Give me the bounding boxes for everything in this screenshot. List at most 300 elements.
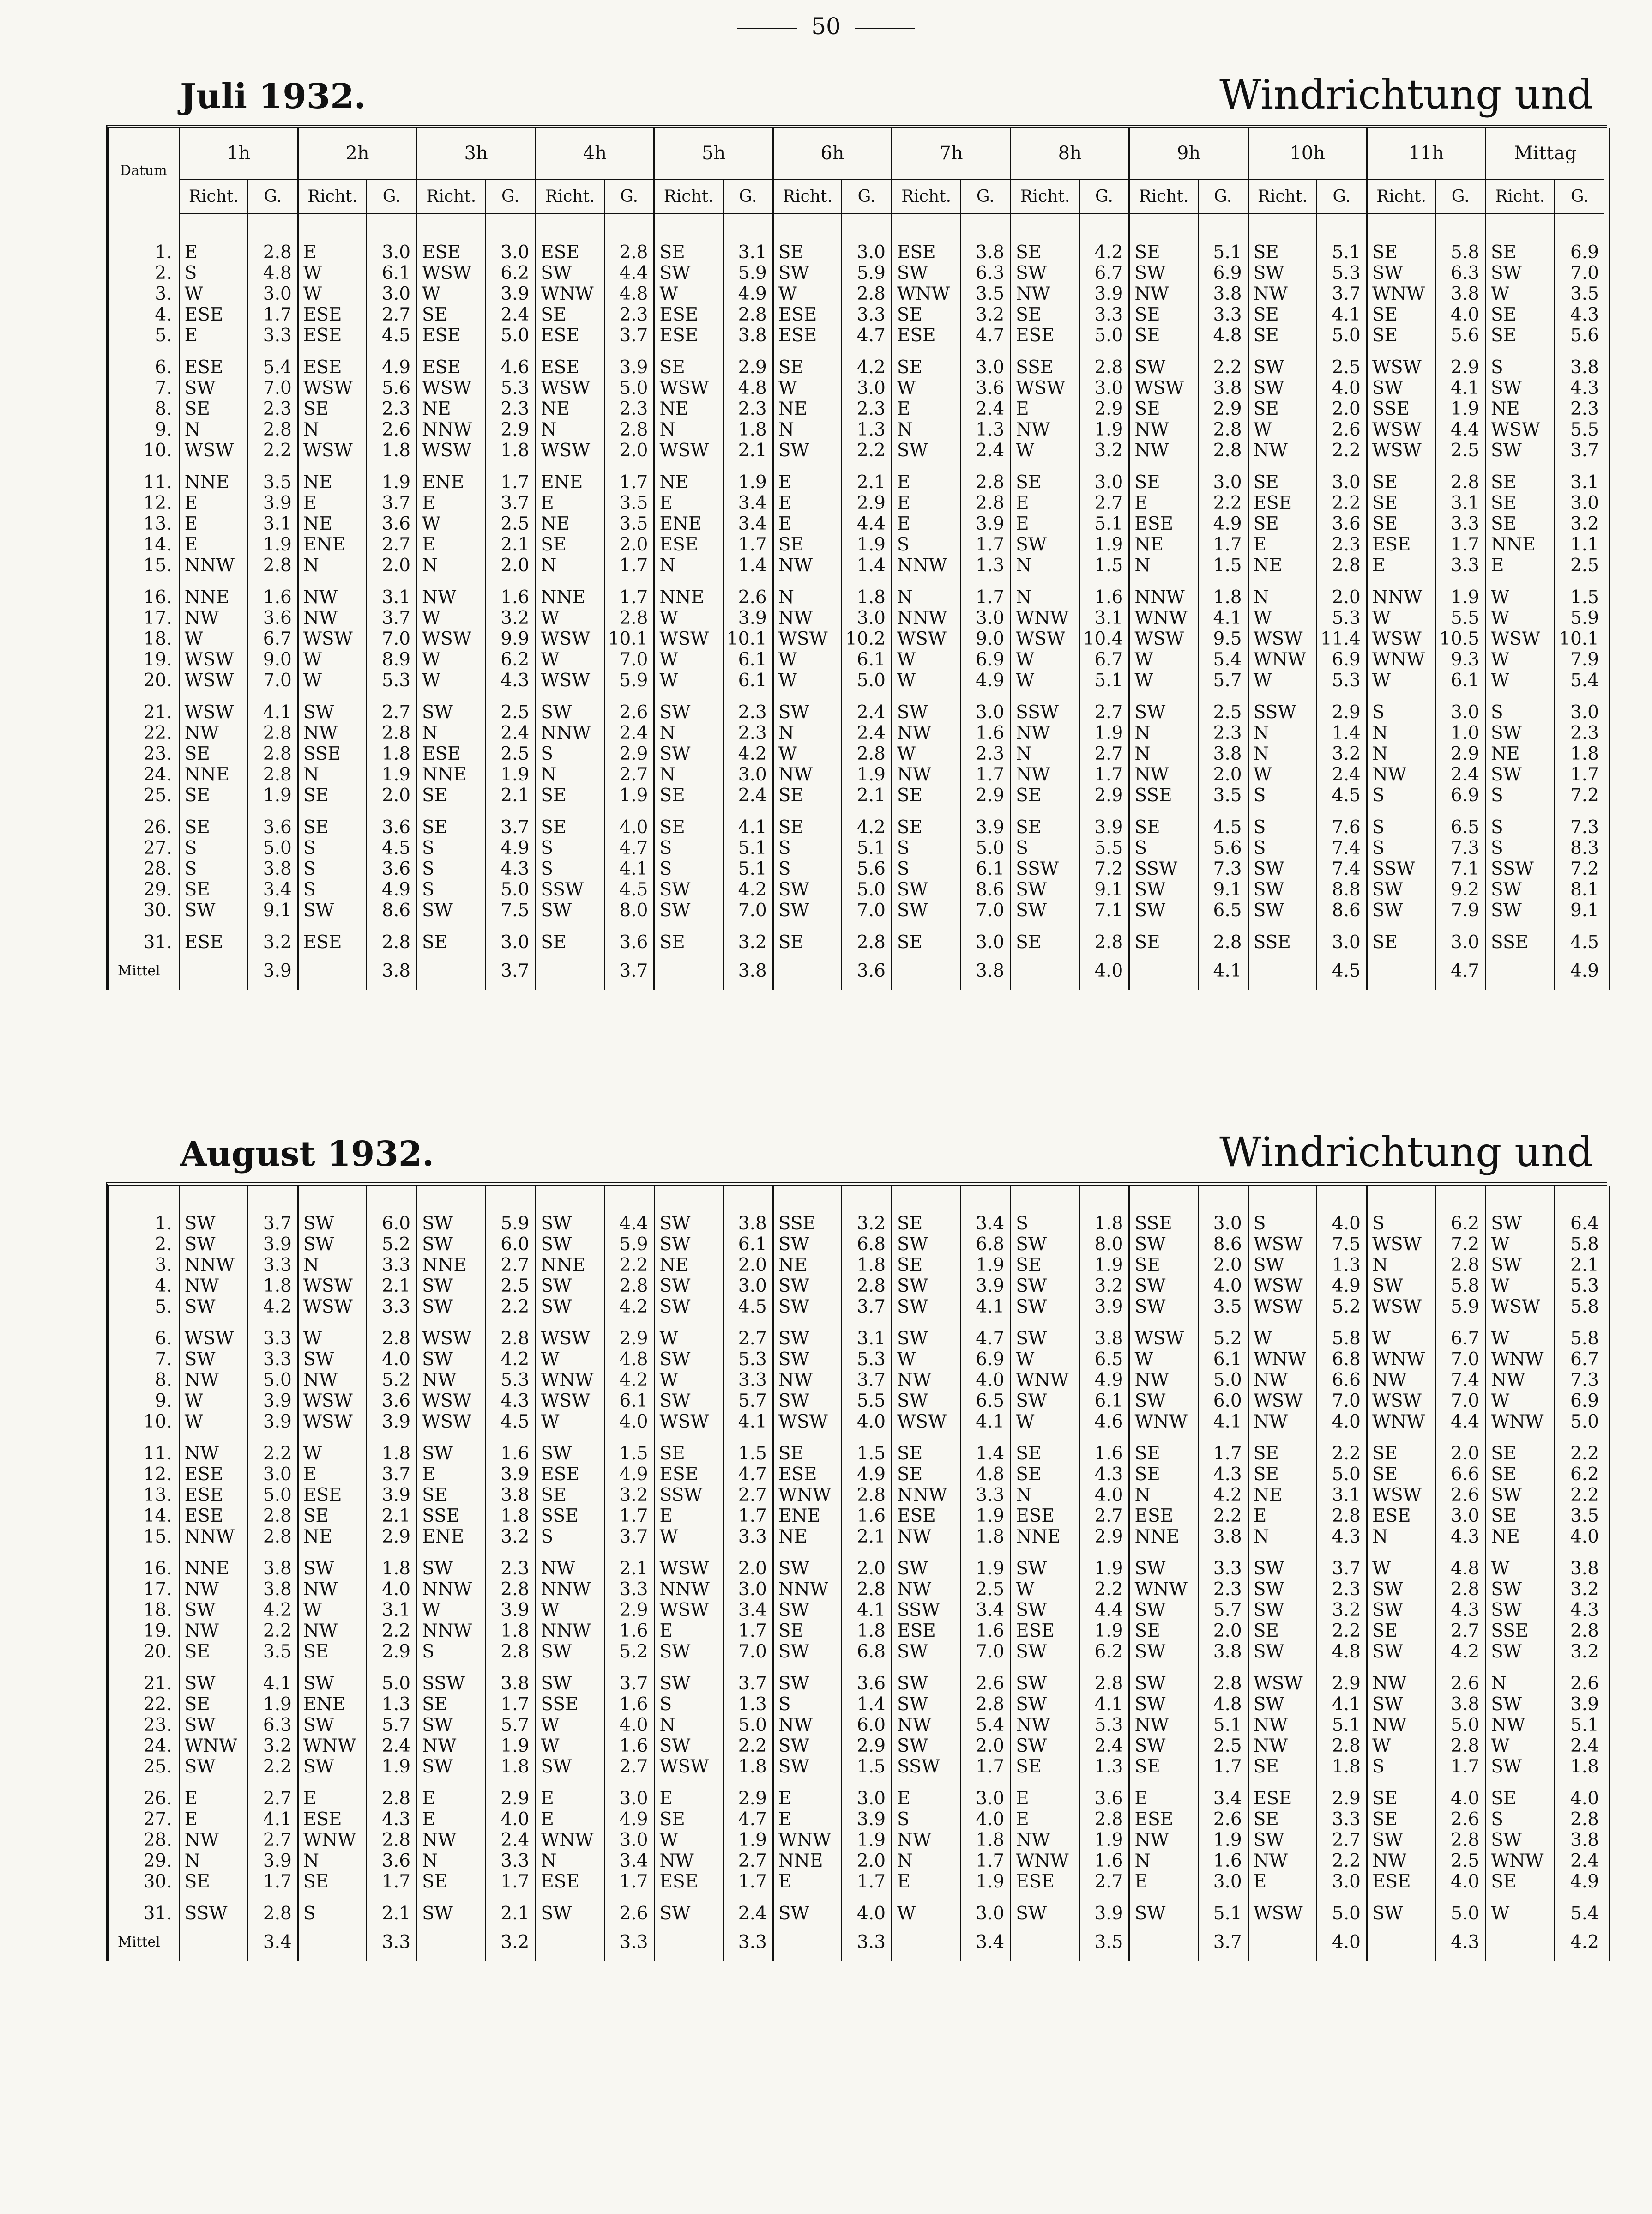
speed-cell: 4.9 <box>604 1809 654 1830</box>
direction-cell: SW <box>773 1349 842 1370</box>
speed-cell: 2.3 <box>1317 1579 1367 1600</box>
speed-cell: 4.3 <box>1435 1526 1485 1547</box>
speed-cell: 9.2 <box>1435 879 1485 900</box>
speed-cell: 2.8 <box>1317 1506 1367 1526</box>
direction-cell: NNE <box>654 587 723 608</box>
direction-cell: WSW <box>654 440 723 461</box>
speed-cell: 6.7 <box>248 629 298 649</box>
speed-cell: 6.3 <box>1435 263 1485 284</box>
table-row <box>109 1213 1604 1234</box>
speed-cell: 4.2 <box>842 357 892 378</box>
direction-cell: SW <box>892 1736 961 1756</box>
direction-cell: SW <box>179 1673 248 1694</box>
speed-cell: 2.3 <box>486 1558 536 1579</box>
speed-cell: 4.5 <box>604 879 654 900</box>
direction-cell: ESE <box>179 1485 248 1506</box>
direction-cell: E <box>1367 555 1435 576</box>
speed-cell: 2.8 <box>486 1328 536 1349</box>
direction-cell: WSW <box>1248 1391 1317 1411</box>
direction-cell: NW <box>1129 1830 1198 1851</box>
direction-cell: W <box>1486 587 1555 608</box>
direction-cell: NE <box>1486 399 1555 419</box>
speed-cell: 5.9 <box>486 1213 536 1234</box>
speed-cell: 2.1 <box>723 440 773 461</box>
speed-cell: 4.0 <box>1555 1788 1604 1809</box>
speed-cell: 2.8 <box>604 419 654 440</box>
mittel-blank <box>536 1924 604 1961</box>
speed-cell: 1.7 <box>1079 764 1129 785</box>
day-cell: 26. <box>143 817 172 838</box>
direction-cell: SE <box>179 817 248 838</box>
direction-cell: ESE <box>1011 325 1079 346</box>
direction-cell: N <box>536 1851 604 1871</box>
direction-cell: SW <box>1248 1579 1317 1600</box>
g-header: G. <box>486 179 536 214</box>
direction-cell: E <box>654 1621 723 1641</box>
g-header: G. <box>960 179 1010 214</box>
speed-cell: 2.7 <box>1435 1621 1485 1641</box>
speed-cell: 6.2 <box>1435 1213 1485 1234</box>
direction-cell: E <box>298 1464 367 1485</box>
speed-cell: 1.8 <box>367 1443 416 1464</box>
direction-cell: NW <box>179 1443 248 1464</box>
day-cell: 4. <box>155 304 172 325</box>
speed-cell: 7.4 <box>1435 1370 1485 1391</box>
table-row <box>109 1600 1604 1621</box>
direction-cell: SE <box>892 1464 961 1485</box>
direction-cell: SE <box>536 785 604 806</box>
speed-cell: 2.0 <box>723 1558 773 1579</box>
speed-cell: 5.2 <box>367 1234 416 1255</box>
mittel-blank <box>654 953 723 990</box>
direction-cell: N <box>654 419 723 440</box>
speed-cell: 3.3 <box>1435 555 1485 576</box>
speed-cell: 1.7 <box>1198 1443 1248 1464</box>
speed-cell: 1.6 <box>486 1443 536 1464</box>
speed-cell: 2.4 <box>367 1736 416 1756</box>
direction-cell: NW <box>1486 1715 1555 1736</box>
table-row <box>109 1296 1604 1317</box>
direction-cell: NNE <box>417 1255 486 1276</box>
speed-cell: 5.1 <box>1198 1903 1248 1924</box>
direction-cell: E <box>179 514 248 534</box>
speed-cell: 5.5 <box>1555 419 1604 440</box>
direction-cell: W <box>1011 1411 1079 1432</box>
speed-cell: 6.9 <box>961 1349 1011 1370</box>
direction-cell: W <box>1248 419 1317 440</box>
speed-cell: 1.7 <box>961 1756 1011 1777</box>
speed-cell: 2.4 <box>486 1830 536 1851</box>
direction-cell: ESE <box>417 744 486 764</box>
speed-cell: 2.8 <box>1555 1621 1604 1641</box>
speed-cell: 1.7 <box>604 472 654 493</box>
direction-cell: SE <box>1486 1443 1555 1464</box>
mittel-value: 4.7 <box>1435 953 1485 990</box>
hour-header: 10h <box>1248 128 1367 179</box>
direction-cell: NW <box>1129 440 1198 461</box>
speed-cell: 2.7 <box>1079 493 1129 514</box>
direction-cell: NW <box>1011 764 1079 785</box>
direction-cell: W <box>536 608 604 629</box>
direction-cell: W <box>1486 649 1555 670</box>
direction-cell: WSW <box>298 629 367 649</box>
speed-cell: 1.6 <box>961 1621 1011 1641</box>
mittel-row <box>109 953 1604 990</box>
speed-cell: 1.9 <box>486 1736 536 1756</box>
speed-cell: 4.7 <box>960 325 1010 346</box>
speed-cell: 4.2 <box>248 1600 298 1621</box>
speed-cell: 3.8 <box>248 1579 298 1600</box>
speed-cell: 2.8 <box>1198 440 1248 461</box>
speed-cell: 2.8 <box>248 1903 298 1924</box>
direction-cell: SE <box>892 1255 961 1276</box>
speed-cell: 3.5 <box>248 472 298 493</box>
direction-cell: SW <box>773 1328 842 1349</box>
direction-cell: WNW <box>1486 1851 1555 1871</box>
speed-cell: 2.8 <box>960 472 1010 493</box>
speed-cell: 1.9 <box>961 1255 1011 1276</box>
direction-cell: SSE <box>1486 1621 1555 1641</box>
speed-cell: 8.0 <box>1079 1234 1129 1255</box>
table-row <box>109 1411 1604 1432</box>
day-cell: 3. <box>155 284 172 304</box>
day-cell: 16. <box>143 1558 172 1579</box>
speed-cell: 2.3 <box>604 399 654 419</box>
direction-cell: W <box>298 649 367 670</box>
direction-cell: SSW <box>1011 702 1079 723</box>
direction-cell: W <box>1248 670 1317 691</box>
direction-cell: SW <box>892 1328 961 1349</box>
direction-cell: W <box>1248 764 1317 785</box>
direction-cell: SE <box>1011 817 1079 838</box>
direction-cell: S <box>1486 357 1555 378</box>
table-row <box>109 1736 1604 1756</box>
direction-cell: W <box>1486 608 1555 629</box>
speed-cell: 3.9 <box>248 1851 298 1871</box>
speed-cell: 7.0 <box>248 670 298 691</box>
speed-cell: 3.5 <box>1555 284 1604 304</box>
direction-cell: SW <box>1248 263 1317 284</box>
speed-cell: 1.7 <box>1435 534 1485 555</box>
speed-cell: 2.6 <box>1435 1809 1485 1830</box>
speed-cell: 2.8 <box>1435 1255 1485 1276</box>
direction-cell: NE <box>654 399 723 419</box>
speed-cell: 3.9 <box>486 1600 536 1621</box>
direction-cell: E <box>417 1788 486 1809</box>
direction-cell: E <box>179 1788 248 1809</box>
speed-cell: 4.8 <box>1435 1558 1485 1579</box>
direction-cell: E <box>417 1809 486 1830</box>
direction-cell: W <box>1367 1736 1435 1756</box>
page-number: 50 <box>0 13 1652 40</box>
direction-cell: SW <box>417 1443 486 1464</box>
direction-cell: SE <box>298 1506 367 1526</box>
speed-cell: 4.0 <box>1435 1788 1485 1809</box>
table-row <box>109 764 1604 785</box>
direction-cell: W <box>1486 670 1555 691</box>
day-cell: 15. <box>143 1526 172 1547</box>
speed-cell: 1.6 <box>248 587 298 608</box>
speed-cell: 3.7 <box>367 608 416 629</box>
direction-cell: N <box>1367 744 1435 764</box>
direction-cell: SE <box>773 242 842 263</box>
direction-cell: E <box>1248 534 1317 555</box>
direction-cell: SW <box>654 263 723 284</box>
speed-cell: 4.0 <box>1317 1411 1367 1432</box>
speed-cell: 4.7 <box>842 325 892 346</box>
speed-cell: 3.2 <box>1079 1276 1129 1296</box>
direction-cell: S <box>1486 702 1555 723</box>
speed-cell: 1.9 <box>1079 1558 1129 1579</box>
day-cell: 7. <box>155 378 172 399</box>
direction-cell: NW <box>1248 1370 1317 1391</box>
direction-cell: E <box>179 493 248 514</box>
direction-cell: W <box>179 284 248 304</box>
speed-cell: 4.0 <box>961 1370 1011 1391</box>
table-row <box>109 1276 1604 1296</box>
speed-cell: 2.4 <box>604 723 654 744</box>
direction-cell: SW <box>1486 1600 1555 1621</box>
speed-cell: 5.1 <box>1555 1715 1604 1736</box>
speed-cell: 4.3 <box>1198 1464 1248 1485</box>
speed-cell: 2.8 <box>1198 419 1248 440</box>
direction-cell: SW <box>298 900 367 921</box>
speed-cell: 5.3 <box>367 670 416 691</box>
direction-cell: NW <box>179 1276 248 1296</box>
speed-cell: 5.4 <box>1198 649 1248 670</box>
direction-cell: N <box>1129 555 1198 576</box>
direction-cell: W <box>773 284 842 304</box>
speed-cell: 7.0 <box>1435 1391 1485 1411</box>
speed-cell: 1.6 <box>604 1736 654 1756</box>
direction-cell: W <box>1486 1234 1555 1255</box>
direction-cell: N <box>417 555 486 576</box>
speed-cell: 4.0 <box>1079 1485 1129 1506</box>
speed-cell: 2.8 <box>248 764 298 785</box>
speed-cell: 6.7 <box>1079 649 1129 670</box>
direction-cell: ESE <box>298 1809 367 1830</box>
speed-cell: 3.3 <box>1198 1558 1248 1579</box>
speed-cell: 2.6 <box>604 702 654 723</box>
mittel-value: 3.9 <box>248 953 298 990</box>
speed-cell: 5.6 <box>367 378 416 399</box>
direction-cell: S <box>773 1694 842 1715</box>
direction-cell: SE <box>1129 304 1198 325</box>
direction-cell: ESE <box>298 357 367 378</box>
direction-cell: SE <box>1129 1756 1198 1777</box>
speed-cell: 2.4 <box>842 723 892 744</box>
speed-cell: 3.9 <box>486 1464 536 1485</box>
speed-cell: 4.9 <box>960 670 1010 691</box>
speed-cell: 1.7 <box>604 1871 654 1892</box>
direction-cell: WSW <box>536 670 604 691</box>
speed-cell: 2.0 <box>486 555 536 576</box>
speed-cell: 5.8 <box>1555 1296 1604 1317</box>
speed-cell: 5.2 <box>367 1370 416 1391</box>
direction-cell: WSW <box>536 440 604 461</box>
direction-cell: SE <box>892 357 960 378</box>
day-cell: 19. <box>143 1621 172 1641</box>
speed-cell: 2.8 <box>367 1788 416 1809</box>
speed-cell: 4.1 <box>1435 378 1485 399</box>
speed-cell: 5.3 <box>1555 1276 1604 1296</box>
direction-cell: NW <box>298 1621 367 1641</box>
direction-cell: WNW <box>773 1485 842 1506</box>
speed-cell: 1.5 <box>1555 587 1604 608</box>
direction-cell: W <box>1011 670 1079 691</box>
mittel-blank <box>1367 953 1435 990</box>
speed-cell: 1.3 <box>367 1694 416 1715</box>
speed-cell: 2.3 <box>1555 723 1604 744</box>
direction-cell: E <box>773 1871 842 1892</box>
speed-cell: 3.0 <box>1198 1213 1248 1234</box>
direction-cell: E <box>298 493 367 514</box>
direction-cell: WSW <box>1129 629 1198 649</box>
direction-cell: W <box>1367 1558 1435 1579</box>
table-row <box>109 1234 1604 1255</box>
day-cell: 18. <box>143 629 172 649</box>
speed-cell: 1.9 <box>367 472 416 493</box>
table-row <box>109 900 1604 921</box>
direction-cell: SE <box>536 534 604 555</box>
direction-cell: SW <box>1367 1276 1435 1296</box>
direction-cell: ESE <box>654 534 723 555</box>
direction-cell: SE <box>1011 242 1079 263</box>
day-cell: 9. <box>155 419 172 440</box>
direction-cell: SE <box>892 785 960 806</box>
speed-cell: 6.8 <box>1317 1349 1367 1370</box>
speed-cell: 1.8 <box>367 1558 416 1579</box>
day-cell: 21. <box>143 1673 172 1694</box>
day-cell: 31. <box>143 1903 172 1924</box>
direction-cell: WNW <box>1011 1370 1079 1391</box>
direction-cell: S <box>179 838 248 859</box>
direction-cell: SW <box>773 1903 842 1924</box>
direction-cell: SE <box>654 817 723 838</box>
direction-cell: W <box>417 284 486 304</box>
direction-cell: NW <box>1129 419 1198 440</box>
direction-cell: SE <box>417 785 486 806</box>
direction-cell: SSE <box>536 1694 604 1715</box>
direction-cell: ESE <box>1367 1506 1435 1526</box>
speed-cell: 1.6 <box>1079 1443 1129 1464</box>
direction-cell: SW <box>1011 1234 1079 1255</box>
direction-cell: ESE <box>536 242 604 263</box>
speed-cell: 4.1 <box>1198 1411 1248 1432</box>
month-title: Juli 1932. <box>180 77 366 116</box>
speed-cell: 8.0 <box>604 900 654 921</box>
speed-cell: 4.2 <box>1198 1485 1248 1506</box>
direction-cell: W <box>536 1715 604 1736</box>
speed-cell: 3.6 <box>248 608 298 629</box>
direction-cell: SW <box>654 1349 723 1370</box>
direction-cell: NNW <box>892 555 960 576</box>
direction-cell: W <box>1486 1558 1555 1579</box>
speed-cell: 2.8 <box>842 932 892 953</box>
title-right: Windrichtung und <box>1219 71 1593 118</box>
direction-cell: SE <box>1129 1255 1198 1276</box>
speed-cell: 5.1 <box>1317 242 1367 263</box>
speed-cell: 6.1 <box>604 1391 654 1411</box>
direction-cell: SE <box>1129 817 1198 838</box>
speed-cell: 2.4 <box>486 723 536 744</box>
direction-cell: SW <box>1129 1641 1198 1662</box>
speed-cell: 6.2 <box>486 263 536 284</box>
table-row <box>109 440 1604 461</box>
speed-cell: 3.0 <box>1435 702 1485 723</box>
direction-cell: ENE <box>654 514 723 534</box>
mittel-value: 4.3 <box>1435 1924 1485 1961</box>
mittel-blank <box>773 1924 842 1961</box>
speed-cell: 6.1 <box>1198 1349 1248 1370</box>
speed-cell: 3.8 <box>1555 1830 1604 1851</box>
direction-cell: WSW <box>773 629 842 649</box>
direction-cell: E <box>179 1809 248 1830</box>
speed-cell: 3.3 <box>1435 514 1485 534</box>
speed-cell: 3.7 <box>723 1673 773 1694</box>
speed-cell: 2.2 <box>1198 357 1248 378</box>
direction-cell: SW <box>536 1756 604 1777</box>
direction-cell: E <box>1248 1871 1317 1892</box>
direction-cell: ESE <box>417 357 486 378</box>
direction-cell: ENE <box>773 1506 842 1526</box>
direction-cell: NW <box>417 1370 486 1391</box>
speed-cell: 4.1 <box>248 702 298 723</box>
speed-cell: 3.8 <box>1198 1526 1248 1547</box>
speed-cell: 2.1 <box>604 1558 654 1579</box>
direction-cell: WSW <box>1367 357 1435 378</box>
direction-cell: SW <box>773 879 842 900</box>
direction-cell: SE <box>892 1213 961 1234</box>
direction-cell: ESE <box>179 1464 248 1485</box>
g-header: G. <box>367 179 416 214</box>
direction-cell: SE <box>773 785 842 806</box>
mittel-blank <box>179 1924 248 1961</box>
speed-cell: 4.6 <box>486 357 536 378</box>
speed-cell: 2.8 <box>842 1485 892 1506</box>
speed-cell: 1.3 <box>1317 1255 1367 1276</box>
direction-cell: N <box>298 764 367 785</box>
speed-cell: 2.2 <box>248 440 298 461</box>
direction-cell: SE <box>1367 493 1435 514</box>
speed-cell: 7.6 <box>1317 817 1367 838</box>
direction-cell: NNE <box>536 587 604 608</box>
speed-cell: 3.7 <box>486 493 536 514</box>
speed-cell: 4.8 <box>604 284 654 304</box>
speed-cell: 3.8 <box>1555 1558 1604 1579</box>
speed-cell: 4.7 <box>961 1328 1011 1349</box>
hour-header: 1h <box>179 128 298 179</box>
direction-cell: SW <box>1367 1600 1435 1621</box>
speed-cell: 2.3 <box>1555 399 1604 419</box>
direction-cell: W <box>1011 1579 1079 1600</box>
g-header: G. <box>1317 179 1367 214</box>
direction-cell: NW <box>179 1621 248 1641</box>
speed-cell: 3.0 <box>960 608 1010 629</box>
direction-cell: WSW <box>1367 440 1435 461</box>
direction-cell: W <box>892 744 960 764</box>
direction-cell: SE <box>417 932 486 953</box>
direction-cell: WSW <box>1367 1234 1435 1255</box>
direction-cell: SE <box>1129 1443 1198 1464</box>
direction-cell: W <box>298 670 367 691</box>
direction-cell: W <box>1011 1349 1079 1370</box>
speed-cell: 2.2 <box>842 440 892 461</box>
direction-cell: NW <box>892 1526 961 1547</box>
speed-cell: 9.5 <box>1198 629 1248 649</box>
direction-cell: ENE <box>298 1694 367 1715</box>
direction-cell: NW <box>536 1558 604 1579</box>
